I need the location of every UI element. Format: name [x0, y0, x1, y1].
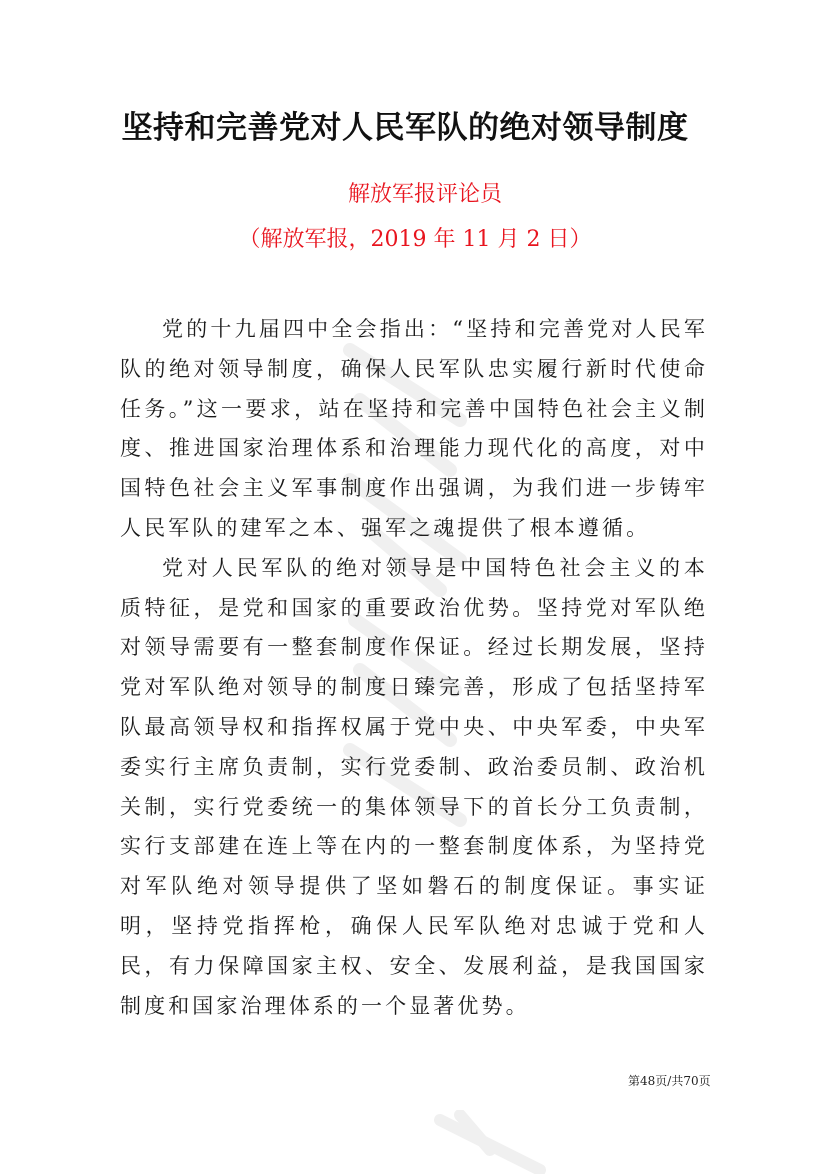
body-paragraph: 党对人民军队的绝对领导是中国特色社会主义的本质特征，是党和国家的重要政治优势。坚持党对军队绝对领导需要有一整套制度作保证。经过长期发展，坚持党对军队绝对领导的制度日臻完善，形成了包括坚持军队最高领导权和指挥权属于党中央、中央军委，中央军委实行主席负责制，实行党委制、政治委员制、政治机关制，实行党委统一的集体领导下的首长分工负责制，实行支部建在连上等在内的一整套制度体系，为坚持党对军队绝对领导提供了坚如磐石的制度保证。事实证明，坚持党指挥枪，确保人民军队绝对忠诚于党和人民，有力保障国家主权、安全、发展利益，是我国国家制度和国家治理体系的一个显著优势。 [120, 555, 708, 1018]
page-indicator: 第48页/共70页 [628, 1074, 711, 1088]
document-title: 坚持和完善党对人民军队的绝对领导制度 [121, 110, 689, 146]
watermark-graphic-bottom [430, 1110, 550, 1174]
body-paragraph: 党的十九届四中全会指出：“坚持和完善党对人民军队的绝对领导制度，确保人民军队忠实履行新时代使命任务。”这一要求，站在坚持和完善中国特色社会主义制度、推进国家治理体系和治理能力现代化的高度，对中国特色社会主义军事制度作出强调，为我们进一步铸牢人民军队的建军之本、强军之魂提供了根本遵循。 [120, 317, 708, 540]
document-source: （解放军报，2019 年 11 月 2 日） [238, 227, 592, 252]
document-author: 解放军报评论员 [347, 182, 502, 207]
document-body [120, 310, 708, 1026]
